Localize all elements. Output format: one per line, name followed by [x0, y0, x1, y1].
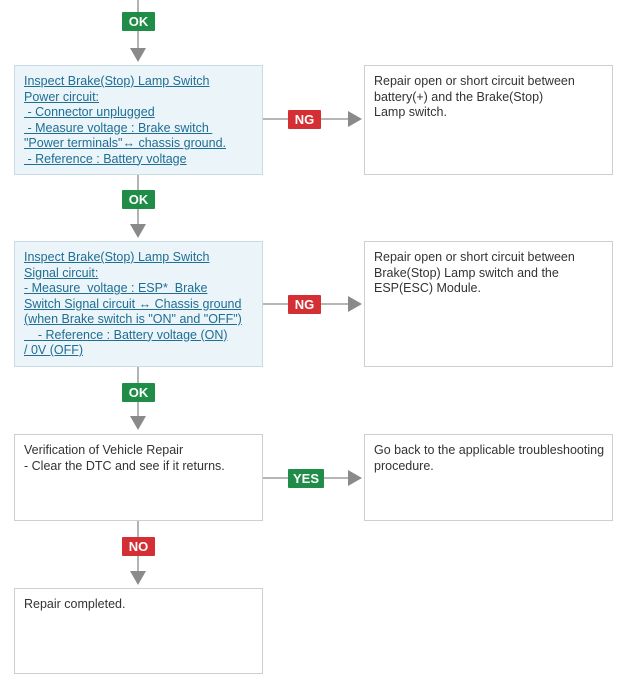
step1-title[interactable]: Inspect Brake(Stop) Lamp Switch [24, 74, 210, 88]
result3-box [364, 434, 613, 521]
step2-signal-circuit-box [14, 241, 263, 367]
step1-line-1[interactable]: - Connector unplugged [24, 105, 155, 119]
final-repair-completed-box [14, 588, 263, 674]
step2-title[interactable]: Inspect Brake(Stop) Lamp Switch [24, 250, 210, 264]
result2-line-1: Repair open or short circuit between [374, 250, 575, 264]
step1-line-4[interactable]: - Reference : Battery voltage [24, 151, 187, 166]
step2-line-4[interactable]: - Reference : Battery voltage (ON) [24, 327, 228, 342]
ok-badge-step1: OK [122, 190, 155, 209]
step3-line-1: Verification of Vehicle Repair [24, 443, 184, 457]
result1-line-2: battery(+) and the Brake(Stop) [374, 89, 544, 104]
step1-line-3[interactable]: "Power terminals"↔ chassis ground. [24, 136, 227, 150]
step2-line-3[interactable]: (when Brake switch is "ON" and "OFF") [24, 312, 242, 326]
step3-verification-box [14, 434, 263, 521]
step2-line-1[interactable]: - Measure voltage : ESP* Brake [24, 281, 208, 295]
final-line-1: Repair completed. [24, 597, 126, 611]
ok-badge-top: OK [122, 12, 155, 31]
ng-badge-step2: NG [288, 295, 321, 314]
step2-subtitle[interactable]: Signal circuit: [24, 265, 99, 280]
no-badge-step3: NO [122, 537, 155, 556]
result3-line-1: Go back to the applicable troubleshooting [374, 443, 605, 457]
step1-line-2[interactable]: - Measure voltage : Brake switch [24, 120, 213, 135]
ok-badge-step2: OK [122, 383, 155, 402]
yes-badge-step3: YES [288, 469, 324, 488]
result1-line-1: Repair open or short circuit between [374, 74, 575, 88]
result3-line-2: procedure. [374, 458, 434, 473]
result2-line-3: ESP(ESC) Module. [374, 281, 481, 295]
result2-line-2: Brake(Stop) Lamp switch and the [374, 265, 559, 280]
result1-line-3: Lamp switch. [374, 105, 447, 119]
step1-power-circuit-box [14, 65, 263, 175]
step1-subtitle[interactable]: Power circuit: [24, 89, 100, 104]
step2-line-5[interactable]: / 0V (OFF) [24, 343, 84, 357]
step3-line-2: - Clear the DTC and see if it returns. [24, 458, 225, 473]
result2-box [364, 241, 613, 367]
step2-line-2[interactable]: Switch Signal circuit ↔ Chassis ground [24, 296, 242, 311]
result1-box [364, 65, 613, 175]
ng-badge-step1: NG [288, 110, 321, 129]
